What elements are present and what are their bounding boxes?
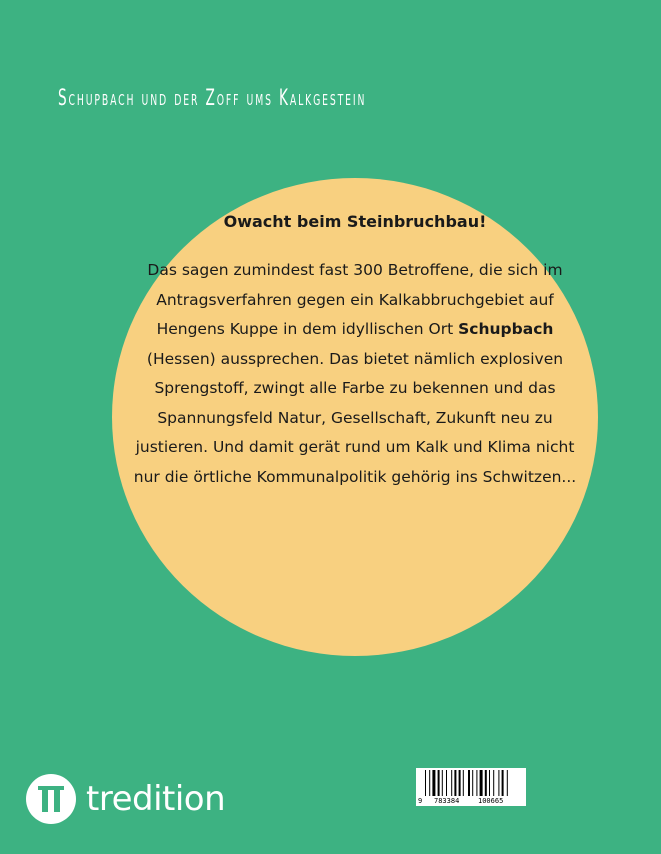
blurb-headline: Owacht beim Steinbruchbau! <box>223 212 487 231</box>
barcode-digit-1: 9 <box>418 797 423 805</box>
barcode-digits-2: 783384 <box>434 797 460 805</box>
blurb-body-start: Das sagen zumindest fast 300 Betroffene, die sich im Antragsverfahren gegen ein Kalkabbruchgebiet auf Hengens Kuppe in dem idyllischen Ort <box>147 261 563 338</box>
publisher-name: tredition <box>86 779 226 819</box>
publisher-logo <box>26 774 225 824</box>
tredition-logo-icon <box>26 774 76 824</box>
isbn-barcode <box>416 768 526 806</box>
blurb-body-bold: Schupbach <box>458 320 554 338</box>
series-title: Schupbach und der Zoff ums Kalkgestein <box>58 86 367 111</box>
barcode-digits-3: 100665 <box>478 797 504 805</box>
blurb-body <box>130 256 580 492</box>
blurb-body-end: (Hessen) aussprechen. Das bietet nämlich explosiven Sprengstoff, zwingt alle Farbe zu bekennen und das Spannungsfeld Natur, Gesellschaft, Zukunft neu zu justieren. Und damit gerät rund um Kalk und Klima nicht nur die örtliche Kommunalpolitik gehörig ins Schwitzen... <box>133 349 577 486</box>
blurb <box>130 210 580 492</box>
